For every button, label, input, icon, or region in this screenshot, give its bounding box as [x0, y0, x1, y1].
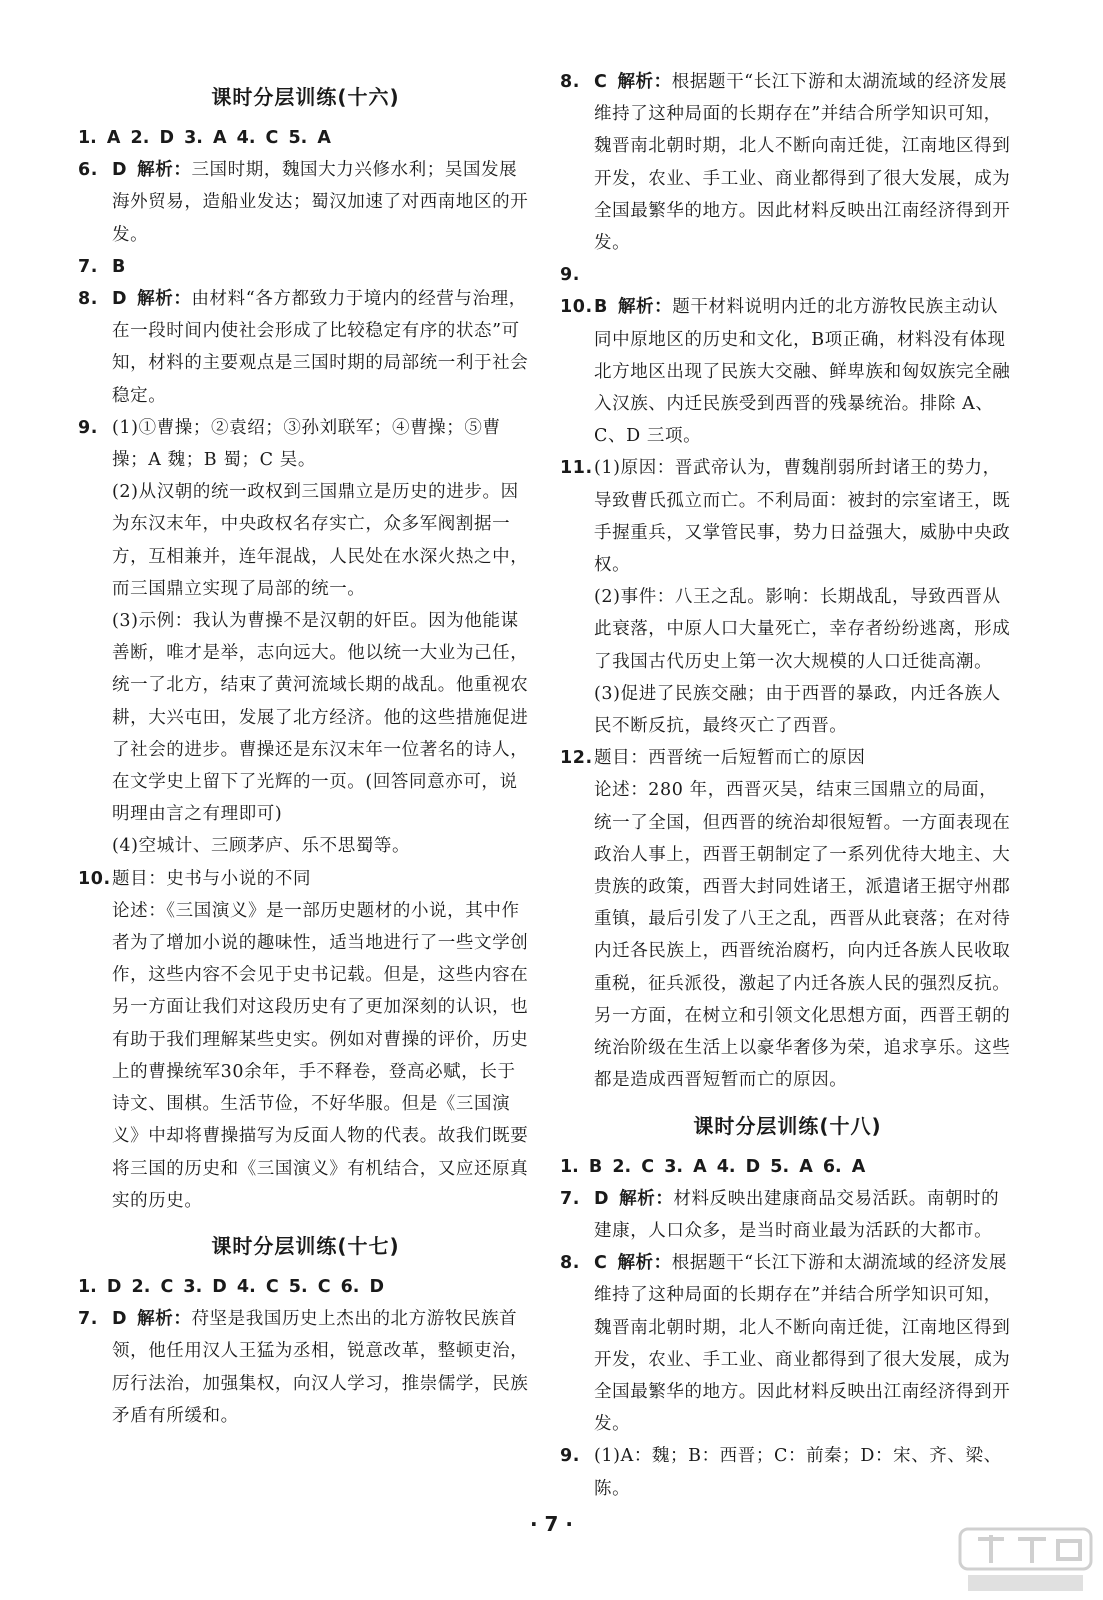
- analysis-label: 解析：: [617, 72, 672, 92]
- analysis-text: 苻坚是我国历史上杰出的北方游牧民族首领，他任用汉人王猛为丞相，锐意改革，整顿吏治，厉行法治，加强集权，向汉人学习，推崇儒学，民族矛盾有所缓和。: [112, 1309, 529, 1426]
- analysis-label: 解析：: [617, 297, 673, 318]
- sub-answer-2: (2)从汉朝的统一政权到三国鼎立是历史的进步。因为东汉末年，中央政权名存实亡，众多军阀割据一方，互相兼并，连年混战，人民处在水深火热之中，而三国鼎立实现了局部的统一。: [112, 482, 529, 599]
- analysis-label: 解析：: [137, 289, 192, 310]
- question-9: [78, 412, 533, 863]
- question-8-s18: [560, 1247, 1015, 1440]
- question-number: 9.: [560, 1446, 581, 1467]
- sub-answer-3: (3)促进了民族交融；由于西晋的暴政，内迁各族人民不断反抗，最终灭亡了西晋。: [594, 683, 1001, 737]
- question-number: 10.: [560, 297, 593, 318]
- answer-row-17: 1. D 2. C 3. D 4. C 5. C 6. D: [78, 1276, 385, 1297]
- analysis-label: 解析：: [619, 1188, 674, 1209]
- essay-body: 论述：《三国演义》是一部历史题材的小说，其中作者为了增加小说的趣味性，适当地进行了一些文学创作，这些内容不会见于史书记载。但是，这些内容在另一方面让我们对这段历史有了更加深刻的认识，也有助于我们理解某些史实。例如对曹操的评价，历史上的曹操统军30余年，手不释卷，登高必赋，长于诗文、围棋。生活节俭，不好华服。但是《三国演义》中却将曹操描写为反面人物的代表。故我们既要将三国的历史和《三国演义》有机结合，又应还原真实的历史。: [112, 900, 529, 1211]
- right-column: [560, 66, 1015, 1505]
- answer-letter: D: [112, 289, 128, 310]
- question-number: 8.: [78, 289, 99, 310]
- question-9-s18: [560, 1440, 1015, 1504]
- question-number: 7.: [78, 1309, 99, 1330]
- question-7-s18: [560, 1183, 1015, 1247]
- question-10-s17: [560, 291, 1015, 452]
- question-number: 12.: [560, 748, 593, 769]
- answer-text: (1)A：魏；B：西晋；C：前秦；D：宋、齐、梁、陈。: [594, 1446, 1002, 1499]
- analysis-text: 题干材料说明内迁的北方游牧民族主动认同中原地区的历史和文化，B项正确，材料没有体现北方地区出现了民族大交融、鲜卑族和匈奴族完全融入汉族、内迁民族受到西晋的残暴统治。排除 A、C、D 三项。: [594, 297, 1011, 447]
- sub-answer-3: (3)示例：我认为曹操不是汉朝的奸臣。因为他能谋善断，唯才是举，志向远大。他以统一大业为己任，统一了北方，结束了黄河流域长期的战乱。他重视农耕，大兴屯田，发展了北方经济。他的这些措施促进了社会的进步。曹操还是东汉末年一位著名的诗人，在文学史上留下了光辉的一页。(回答同意亦可，说明理由言之有理即可): [112, 611, 529, 825]
- answer-row-16: 1. A 2. D 3. A 4. C 5. A: [78, 128, 331, 148]
- question-10: [78, 863, 533, 1217]
- question-number: 10.: [78, 868, 111, 889]
- question-number: 6.: [78, 160, 99, 181]
- question-number: 8.: [560, 1253, 581, 1274]
- question-number: 9.: [78, 417, 99, 438]
- question-6: [78, 154, 533, 251]
- page-number: · 7 ·: [529, 1512, 574, 1536]
- answer-letter: B: [594, 297, 608, 318]
- section-heading-17: 课时分层训练(十七): [211, 1233, 400, 1258]
- question-8: [78, 283, 533, 412]
- essay-body: 论述：280 年，西晋灭吴，结束三国鼎立的局面，统一了全国，但西晋的统治却很短暂。一方面表现在政治人事上，西晋王朝制定了一系列优待大地主、大贵族的政策，西晋大封同姓诸王，派遣诸王据守州郡重镇，最后引发了八王之乱，西晋从此衰落；在对待内迁各民族上，西晋统治腐朽，向内迁各族人民收取重税，征兵派役，激起了内迁各族人民的强烈反抗。另一方面，在树立和引领文化思想方面，西晋王朝的统治阶级在生活上以豪华奢侈为荣，追求享乐。这些都是造成西晋短暂而亡的原因。: [594, 780, 1011, 1091]
- answer-letter: C: [594, 72, 608, 92]
- analysis-label: 解析：: [617, 1253, 672, 1274]
- essay-title: 题目：西晋统一后短暂而亡的原因: [594, 748, 866, 769]
- answer-letter: C: [594, 1253, 608, 1274]
- analysis-text: 三国时期，魏国大力兴修水利；吴国发展海外贸易，造船业发达；蜀汉加速了对西南地区的开发。: [112, 160, 529, 245]
- sub-answer-2: (2)事件：八王之乱。影响：长期战乱，导致西晋从此衰落，中原人口大量死亡，幸存者纷纷逃离，形成了我国古代历史上第一次大规模的人口迁徙高潮。: [594, 587, 1011, 672]
- left-column: [78, 66, 533, 1432]
- answer-letter: D: [594, 1188, 610, 1209]
- question-9-s17: [560, 259, 1015, 291]
- answer-letter: D: [112, 160, 128, 181]
- answer-letter: B: [112, 256, 126, 277]
- question-7: [78, 251, 533, 283]
- question-7-s17: [78, 1303, 533, 1432]
- analysis-text: 根据题干“长江下游和太湖流域的经济发展维持了这种局面的长期存在”并结合所学知识可知，魏晋南北朝时期，北人不断向南迁徙，江南地区得到开发，农业、手工业、商业都得到了很大发展，成为全国最繁华的地方。因此材料反映出江南经济得到开发。: [594, 1253, 1011, 1435]
- analysis-label: 解析：: [137, 160, 192, 181]
- analysis-text: 由材料“各方都致力于境内的经营与治理，在一段时间内使社会形成了比较稳定有序的状态”可知，材料的主要观点是三国时期的局部统一利于社会稳定。: [112, 289, 529, 406]
- analysis-text: 材料反映出建康商品交易活跃。南朝时的建康，人口众多，是当时商业最为活跃的大都市。: [594, 1188, 1000, 1241]
- sub-answer-1: (1)①曹操；②袁绍；③孙刘联军；④曹操；⑤曹操；A 魏；B 蜀；C 吴。: [112, 417, 501, 471]
- analysis-label: 解析：: [137, 1309, 192, 1330]
- question-number: 11.: [560, 458, 593, 479]
- analysis-text: 根据题干“长江下游和太湖流域的经济发展维持了这种局面的长期存在”并结合所学知识可知，魏晋南北朝时期，北人不断向南迁徙，江南地区得到开发，农业、手工业、商业都得到了很大发展，成为全国最繁华的地方。因此材料反映出江南经济得到开发。: [594, 72, 1011, 254]
- question-number: 7.: [78, 256, 99, 277]
- answer-row-18: 1. B 2. C 3. A 4. D 5. A 6. A: [560, 1156, 866, 1177]
- question-number: 7.: [560, 1188, 581, 1209]
- section-heading-18: 课时分层训练(十八): [693, 1113, 882, 1138]
- question-12-s17: [560, 742, 1015, 1096]
- sub-answer-4: (4)空城计、三顾茅庐、乐不思蜀等。: [112, 836, 411, 857]
- sub-answer-1: (1)原因：晋武帝认为，曹魏削弱所封诸王的势力，导致曹氏孤立而亡。不利局面：被封的宗室诸王，既手握重兵，又掌管民事，势力日益强大，威胁中央政权。: [594, 458, 1011, 576]
- question-8-s17: [560, 66, 1015, 259]
- answer-letter: D: [112, 1309, 128, 1330]
- question-number: 8.: [560, 72, 581, 92]
- question-number: 9.: [560, 265, 581, 286]
- watermark-logo-icon: [958, 1525, 1093, 1595]
- essay-title: 题目：史书与小说的不同: [112, 868, 312, 889]
- question-11-s17: [560, 452, 1015, 742]
- section-heading-16: 课时分层训练(十六): [211, 85, 400, 109]
